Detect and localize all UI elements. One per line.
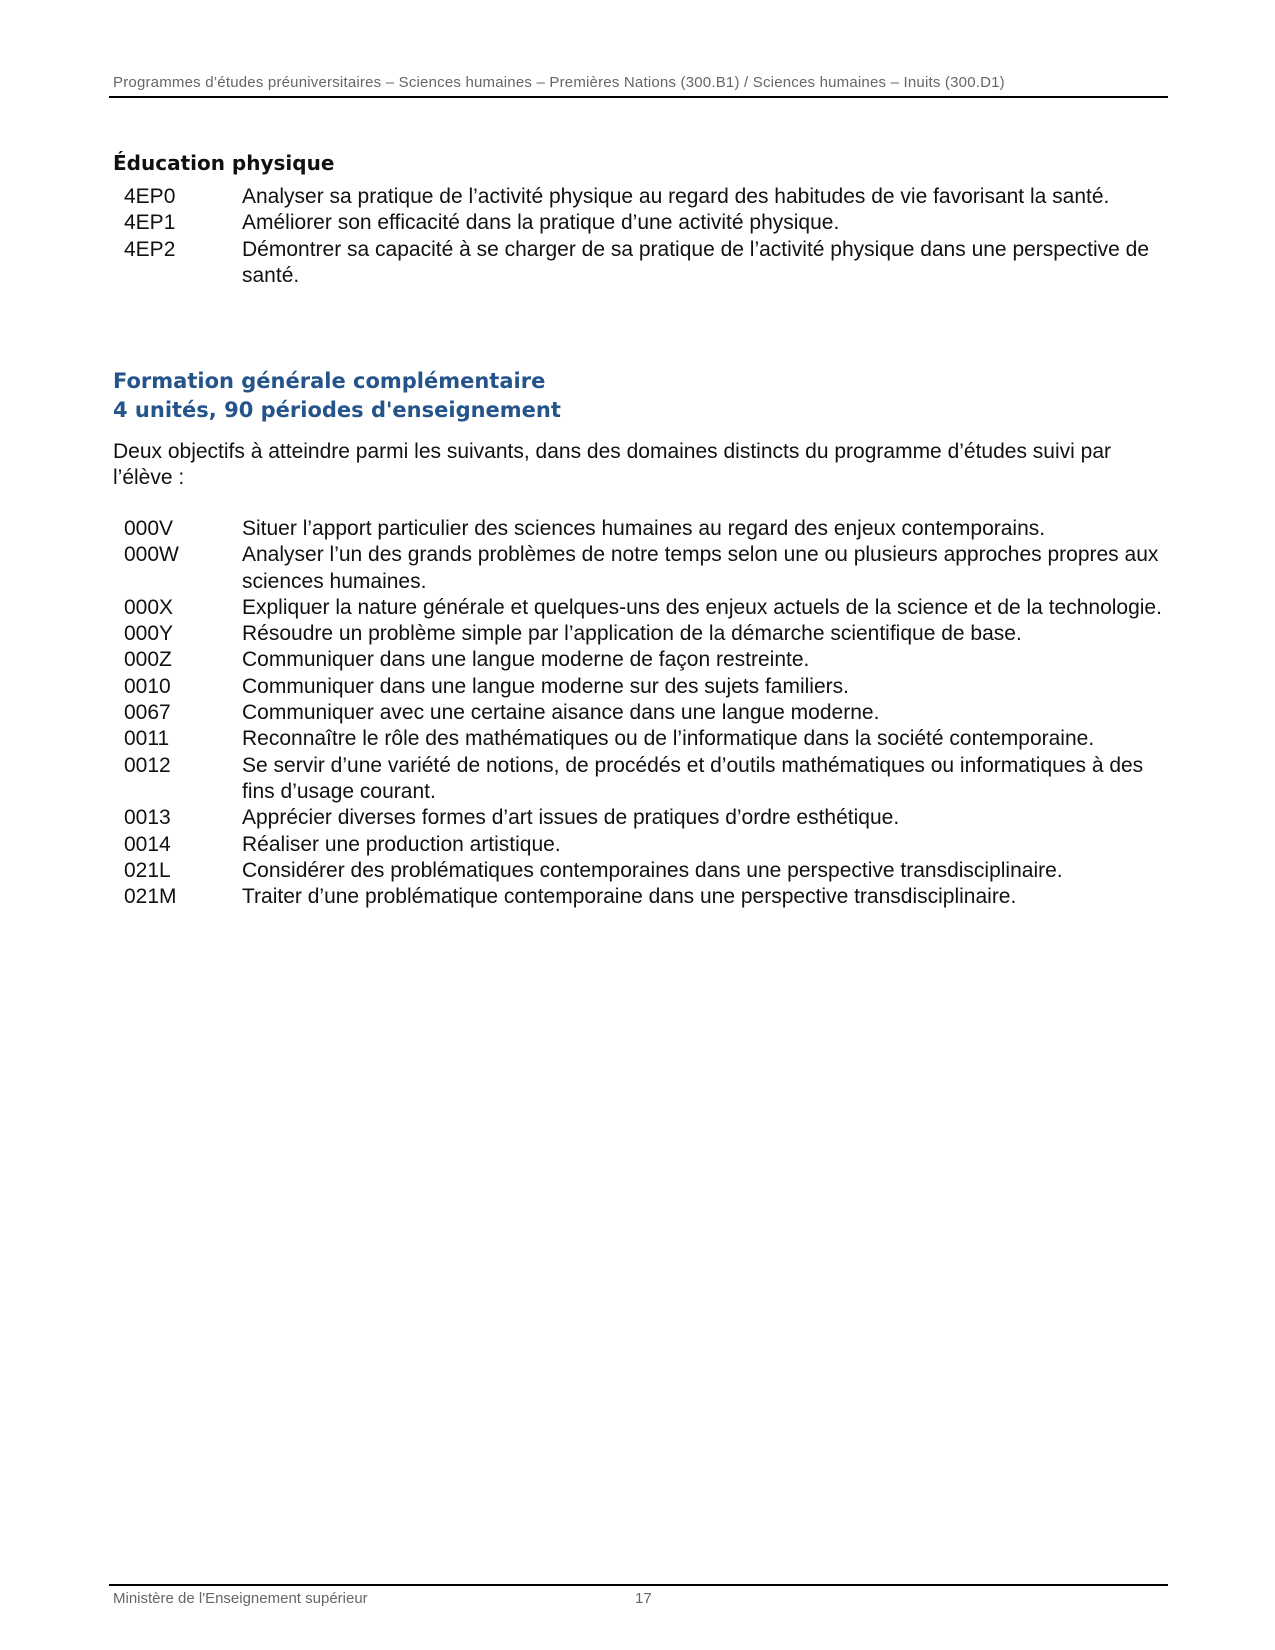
objective-code: 000W [124,543,179,567]
footer-rule [109,1584,1168,1586]
objective-text: Résoudre un problème simple par l’application de la démarche scientifique de base. [242,622,1022,646]
objective-item [113,674,1173,700]
objective-text: Réaliser une production artistique. [242,832,561,856]
objectives-list-complementaire [113,516,1173,910]
objective-text: Analyser l’un des grands problèmes de notre temps selon une ou plusieurs approches propres aux sciences humaines. [242,543,1159,593]
objective-code: 021L [124,858,171,882]
objective-item [113,621,1173,647]
section-intro: Deux objectifs à atteindre parmi les suivants, dans des domaines distincts du programme d’études suivi par l’élève : [113,440,1112,490]
objective-code: 000V [124,517,174,540]
objective-code: 021M [124,885,177,909]
objective-code: 4EP2 [124,237,176,261]
objective-item [113,516,1173,542]
running-header: Programmes d’études préuniversitaires – Sciences humaines – Premières Nations (300.B1) / Sciences humaines – Inuits (300.D1) [113,74,1005,91]
objective-code: 0010 [124,674,171,698]
objective-text: Situer l’apport particulier des sciences humaines au regard des enjeux contemporains. [242,517,1046,540]
objective-item [113,184,1173,210]
objective-text: Communiquer dans une langue moderne de façon restreinte. [242,648,810,672]
section-title-formation-complementaire: Formation générale complémentaire [113,369,546,393]
objective-code: 0067 [124,701,171,725]
objective-item [113,858,1173,884]
objective-code: 000X [124,595,174,619]
objective-item [113,805,1173,831]
objective-text: Améliorer son efficacité dans la pratique d’une activité physique. [242,211,840,235]
objective-code: 0011 [124,727,170,751]
objective-text: Expliquer la nature générale et quelques-uns des enjeux actuels de la science et de la technologie. [242,595,1162,619]
objective-code: 4EP1 [124,211,176,235]
objective-text: Analyser sa pratique de l’activité physique au regard des habitudes de vie favorisant la santé. [242,185,1110,208]
objective-code: 0014 [124,832,171,856]
page-number: 17 [635,1590,652,1607]
objective-code: 0012 [124,753,171,777]
objective-item [113,237,1173,290]
objective-item [113,700,1173,726]
objective-code: 4EP0 [124,185,176,208]
objective-item [113,647,1173,673]
footer-publisher: Ministère de l'Enseignement supérieur [113,1590,368,1607]
objective-item [113,595,1173,621]
header-rule [109,96,1168,98]
objective-text: Reconnaître le rôle des mathématiques ou de l’informatique dans la société contemporaine. [242,727,1095,751]
objective-code: 0013 [124,806,171,830]
objective-item [113,726,1173,752]
objectives-list-education-physique [113,184,1173,289]
objective-text: Considérer des problématiques contemporaines dans une perspective transdisciplinaire. [242,858,1063,882]
objective-code: 000Y [124,622,174,646]
objective-item [113,753,1173,806]
objective-code: 000Z [124,648,172,672]
objective-text: Démontrer sa capacité à se charger de sa pratique de l’activité physique dans une perspective de santé. [242,237,1150,287]
section-subtitle: 4 unités, 90 périodes d'enseignement [113,398,561,422]
section-title-education-physique: Éducation physique [113,151,335,175]
objective-text: Se servir d’une variété de notions, de procédés et d’outils mathématiques ou informatiques à des fins d’usage courant. [242,753,1144,803]
objective-text: Communiquer avec une certaine aisance dans une langue moderne. [242,701,880,725]
objective-text: Apprécier diverses formes d’art issues de pratiques d’ordre esthétique. [242,806,900,830]
objective-item [113,542,1173,595]
objective-item [113,832,1173,858]
objective-item [113,210,1173,236]
objective-item [113,884,1173,910]
objective-text: Communiquer dans une langue moderne sur des sujets familiers. [242,674,849,698]
objective-text: Traiter d’une problématique contemporaine dans une perspective transdisciplinaire. [242,885,1017,909]
